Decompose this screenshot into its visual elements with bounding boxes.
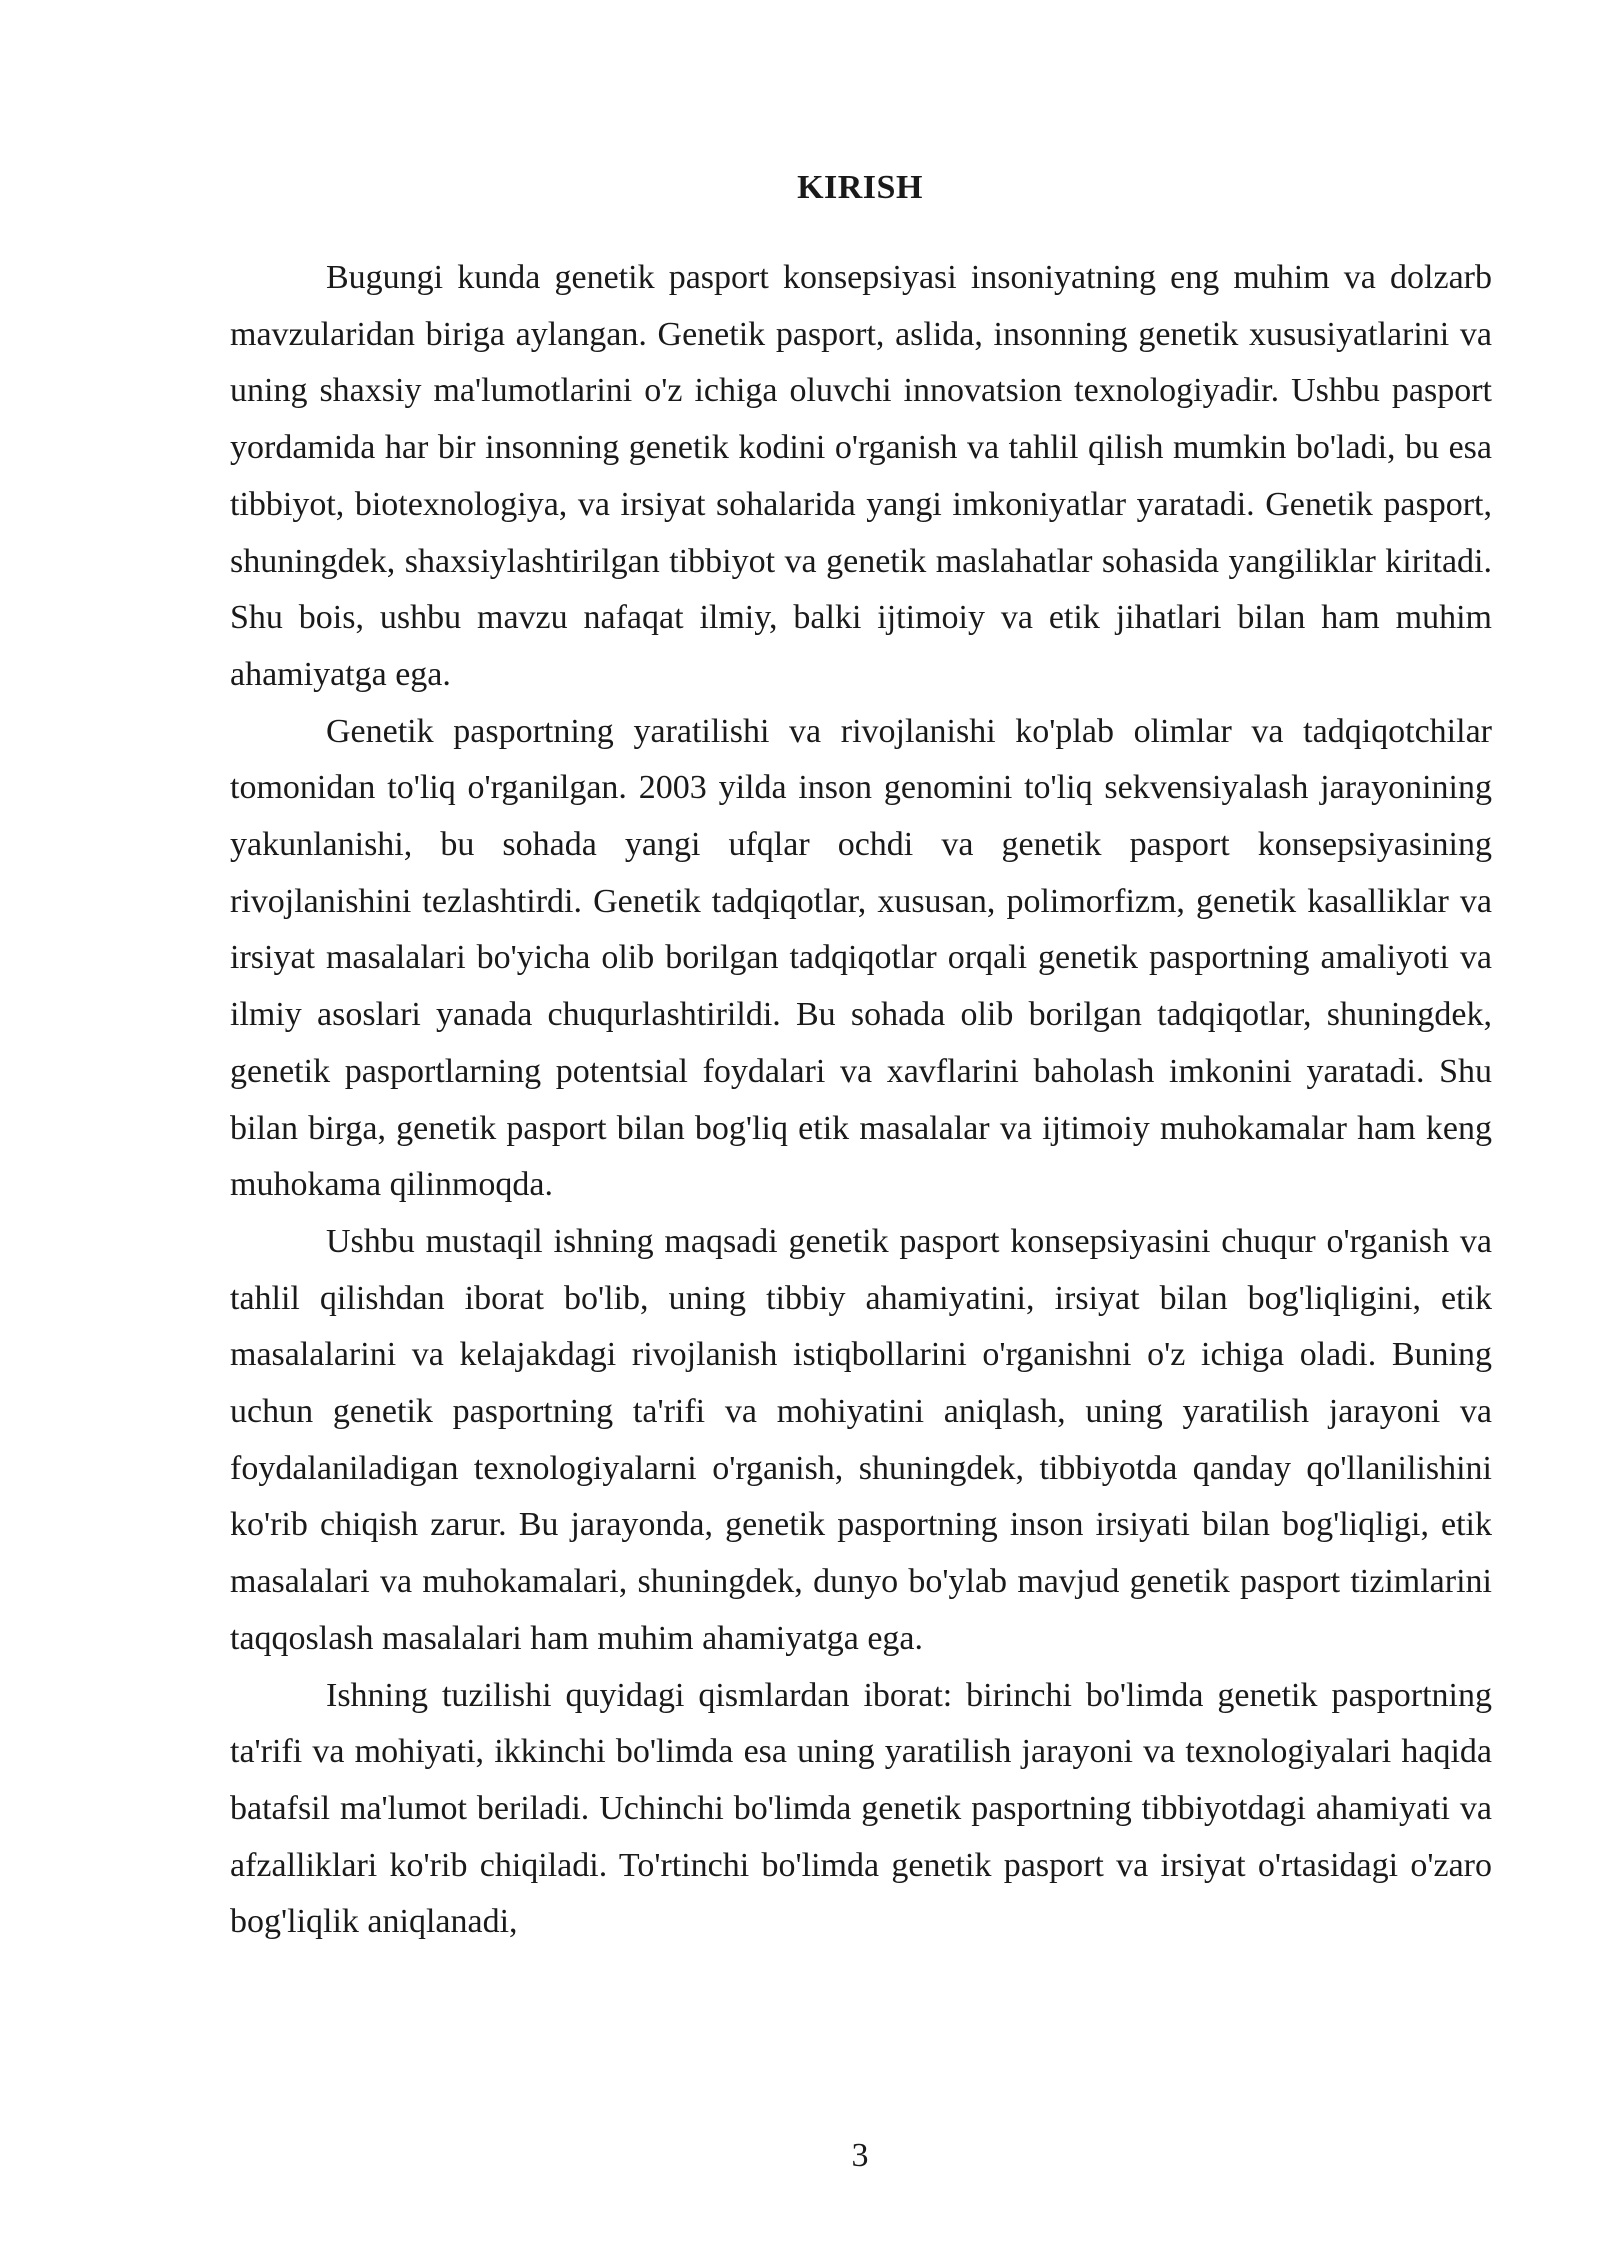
body-text: [230, 250, 1492, 1951]
paragraph-4: Ishning tuzilishi quyidagi qismlardan iborat: birinchi bo'limda genetik pasportning ta'rifi va mohiyati, ikkinchi bo'limda esa uning yaratilish jarayoni va texnologiyalari haqida batafsil ma'lumot beriladi. Uchinchi bo'limda genetik pasportning tibbiyotdagi ahamiyati va afzalliklari ko'rib chiqiladi. To'rtinchi bo'limda genetik pasport va irsiyat o'rtasidagi o'zaro bog'liqlik aniqlanadi,: [230, 1676, 1492, 1941]
paragraph-2: Genetik pasportning yaratilishi va rivojlanishi ko'plab olimlar va tadqiqotchilar tomonidan to'liq o'rganilgan. 2003 yilda inson genomini to'liq sekvensiyalash jarayonining yakunlanishi, bu sohada yangi ufqlar ochdi va genetik pasport konsepsiyasining rivojlanishini tezlashtirdi. Genetik tadqiqotlar, xususan, polimorfizm, genetik kasalliklar va irsiyat masalalari bo'yicha olib borilgan tadqiqotlar orqali genetik pasportning amaliyoti va ilmiy asoslari yanada chuqurlashtirildi. Bu sohada olib borilgan tadqiqotlar, shuningdek, genetik pasportlarning potentsial foydalari va xavflarini baholash imkonini yaratadi. Shu bilan birga, genetik pasport bilan bog'liq etik masalalar va ijtimoiy muhokamalar ham keng muhokama qilinmoqda.: [230, 712, 1492, 1204]
page-title: KIRISH: [797, 169, 923, 206]
page-number: 3: [851, 2137, 869, 2174]
paragraph-1: Bugungi kunda genetik pasport konsepsiyasi insoniyatning eng muhim va dolzarb mavzularidan biriga aylangan. Genetik pasport, aslida, insonning genetik xususiyatlarini va uning shaxsiy ma'lumotlarini o'z ichiga oluvchi innovatsion texnologiyadir. Ushbu pasport yordamida har bir insonning genetik kodini o'rganish va tahlil qilish mumkin bo'ladi, bu esa tibbiyot, biotexnologiya, va irsiyat sohalarida yangi imkoniyatlar yaratadi. Genetik pasport, shuningdek, shaxsiylashtirilgan tibbiyot va genetik maslahatlar sohasida yangiliklar kiritadi. Shu bois, ushbu mavzu nafaqat ilmiy, balki ijtimoiy va etik jihatlari bilan ham muhim ahamiyatga ega.: [230, 259, 1492, 693]
paragraph-3: Ushbu mustaqil ishning maqsadi genetik pasport konsepsiyasini chuqur o'rganish va tahlil qilishdan iborat bo'lib, uning tibbiy ahamiyatini, irsiyat bilan bog'liqligini, etik masalalarini va kelajakdagi rivojlanish istiqbollarini o'rganishni o'z ichiga oladi. Buning uchun genetik pasportning ta'rifi va mohiyatini aniqlash, uning yaratilish jarayoni va foydalaniladigan texnologiyalarni o'rganish, shuningdek, tibbiyotda qanday qo'llanilishini ko'rib chiqish zarur. Bu jarayonda, genetik pasportning inson irsiyati bilan bog'liqligi, etik masalalari va muhokamalari, shuningdek, dunyo bo'ylab mavjud genetik pasport tizimlarini taqqoslash masalalari ham muhim ahamiyatga ega.: [230, 1222, 1492, 1657]
